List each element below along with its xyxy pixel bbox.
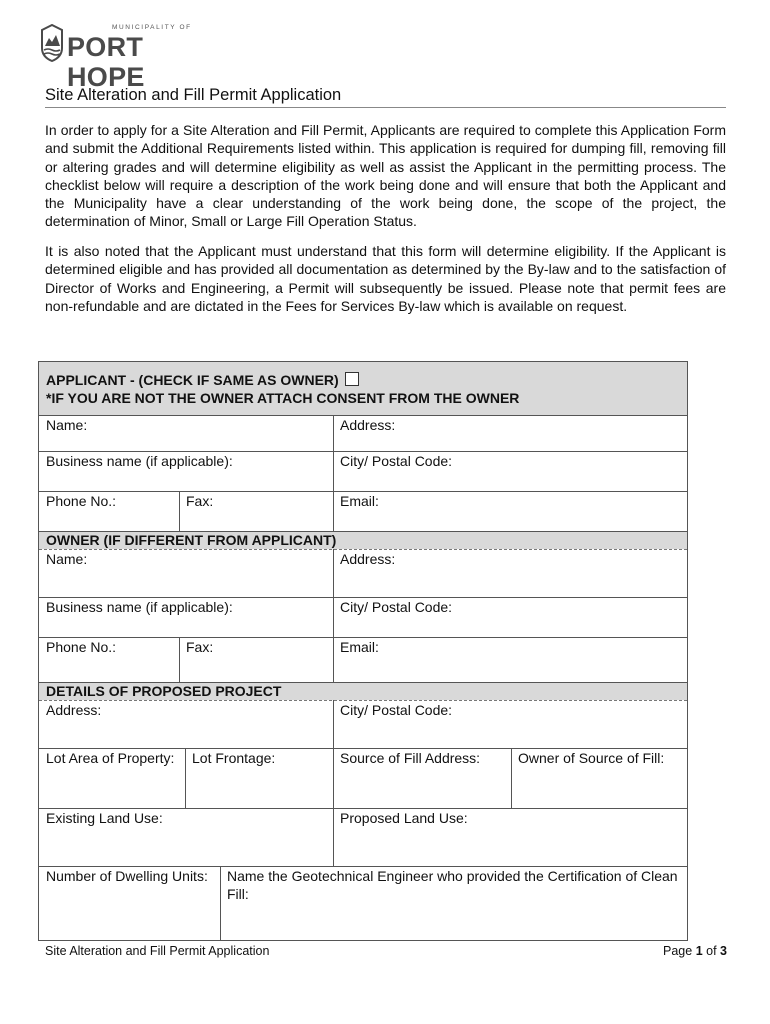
column-divider [179, 491, 180, 531]
applicant-heading: APPLICANT - (CHECK IF SAME AS OWNER) [46, 372, 339, 388]
existing-land-use-field[interactable]: Existing Land Use: [46, 810, 163, 826]
applicant-business-field[interactable]: Business name (if applicable): [46, 453, 233, 469]
page-title: Site Alteration and Fill Permit Application [45, 86, 342, 104]
column-divider [333, 415, 334, 531]
applicant-email-field[interactable]: Email: [340, 493, 379, 509]
footer-page-number [663, 944, 727, 958]
owner-fax-field[interactable]: Fax: [186, 639, 214, 655]
municipal-crest-icon [40, 24, 64, 62]
proposed-land-use-field[interactable]: Proposed Land Use: [340, 810, 468, 826]
lot-frontage-field[interactable]: Lot Frontage: [192, 750, 276, 766]
applicant-name-field[interactable]: Name: [46, 417, 88, 433]
project-address-field[interactable]: Address: [46, 702, 102, 718]
project-section-header: DETAILS OF PROPOSED PROJECT [39, 682, 687, 700]
application-form [38, 361, 688, 941]
title-divider [45, 107, 726, 108]
column-divider [179, 637, 180, 682]
lot-area-field[interactable]: Lot Area of Property: [46, 750, 175, 766]
municipality-name: PORT HOPE [67, 32, 145, 92]
column-divider [511, 748, 512, 808]
applicant-section-header [39, 362, 687, 415]
owner-source-fill-field[interactable]: Owner of Source of Fill: [518, 750, 665, 766]
owner-business-field[interactable]: Business name (if applicable): [46, 599, 233, 615]
applicant-address-field[interactable]: Address: [340, 417, 396, 433]
footer-document-name: Site Alteration and Fill Permit Application [45, 944, 270, 958]
same-as-owner-checkbox[interactable] [345, 372, 359, 386]
intro-paragraph: In order to apply for a Site Alteration and Fill Permit, Applicants are required to complete this Application Form and submit the Additional Requirements listed within. This application is required for dumping fill, removing fill or altering grades and will determine eligibility as well as assist the Applicant in the permitting process. The checklist below will require a description of the work being done and will ensure that both the Applicant and the Municipality have a clear understanding of the work being done, the scope of the project, the determination of Minor, Small or Large Fill Operation Status. [45, 122, 726, 230]
geotech-engineer-field[interactable]: Name the Geotechnical Engineer who provided the Certification of Clean Fill: [227, 868, 678, 902]
project-city-field[interactable]: City/ Postal Code: [340, 702, 453, 718]
column-divider [333, 549, 334, 682]
owner-address-field[interactable]: Address: [340, 551, 396, 567]
eligibility-paragraph: It is also noted that the Applicant must understand that this form will determine eligibility. If the Applicant is determined eligible and has provided all documentation as determined by the By-law and to the satisfaction of Director of Works and Engineering, a Permit will subsequently be issued. Please note that permit fees are non-refundable and are dictated in the Fees for Services By-law which is available on request. [45, 243, 726, 314]
applicant-fax-field[interactable]: Fax: [186, 493, 214, 509]
owner-phone-field[interactable]: Phone No.: [46, 639, 117, 655]
municipality-logo [40, 22, 220, 92]
dwelling-units-field[interactable]: Number of Dwelling Units: [46, 868, 208, 884]
page-total: 3 [720, 944, 727, 958]
page-of: of [706, 944, 717, 958]
applicant-phone-field[interactable]: Phone No.: [46, 493, 117, 509]
applicant-city-field[interactable]: City/ Postal Code: [340, 453, 453, 469]
owner-name-field[interactable]: Name: [46, 551, 88, 567]
municipality-of-label: MUNICIPALITY OF [112, 24, 192, 31]
owner-email-field[interactable]: Email: [340, 639, 379, 655]
page-current: 1 [695, 944, 703, 958]
column-divider [220, 866, 221, 940]
source-fill-address-field[interactable]: Source of Fill Address: [340, 750, 481, 766]
column-divider [185, 748, 186, 808]
page-word: Page [663, 944, 693, 958]
owner-consent-note: *IF YOU ARE NOT THE OWNER ATTACH CONSENT FROM THE OWNER [46, 390, 520, 406]
owner-city-field[interactable]: City/ Postal Code: [340, 599, 453, 615]
column-divider [333, 700, 334, 866]
owner-section-header: OWNER (IF DIFFERENT FROM APPLICANT) [39, 531, 687, 549]
